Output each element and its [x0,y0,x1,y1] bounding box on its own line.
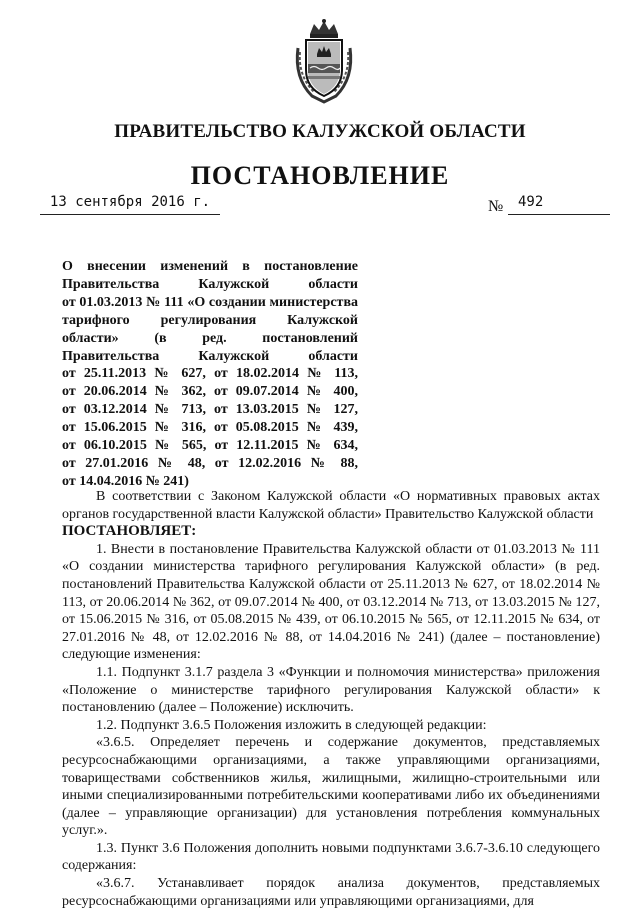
decrees-heading: ПОСТАНОВЛЯЕТ: [62,523,197,540]
document-number: 492 [518,194,544,210]
subject-line: от 20.06.2014 № 362, от 09.07.2014 № 400, [62,384,358,400]
paragraph-1-2: 1.2. Подпункт 3.6.5 Положения изложить в следующей редакции: [96,717,487,733]
subject-line: от 03.12.2014 № 713, от 13.03.2015 № 127, [62,402,358,418]
subject-line: от 27.01.2016 № 48, от 12.02.2016 № 88, [62,455,358,471]
subject-line: области» (в ред. постановлений [62,330,358,346]
subject-line: от 15.06.2015 № 316, от 05.08.2015 № 439, [62,420,358,436]
number-sign: № [488,198,504,215]
subject-line: от 01.03.2013 № 111 «О создании министерства [62,294,358,310]
document-date: 13 сентября 2016 г. [40,194,220,215]
document-type-title: ПОСТАНОВЛЕНИЕ [190,161,450,190]
subject-line: Правительства Калужской области [62,348,358,364]
paragraph-1-1: 1.1. Подпункт 3.1.7 раздела 3 «Функции и полномочия министерства» приложения «Положение о министерстве тарифного регулирования Калужской области» к постановлению (далее – Положение) исключить. [62,664,600,716]
document-number-field [508,194,610,215]
paragraph-1-3: 1.3. Пункт 3.6 Положения дополнить новыми подпунктами 3.6.7-3.6.10 следующего содержания: [62,840,600,874]
document-subject [62,258,358,491]
government-title: ПРАВИТЕЛЬСТВО КАЛУЖСКОЙ ОБЛАСТИ [114,121,526,142]
subject-line: от 25.11.2013 № 627, от 18.02.2014 № 113, [62,366,358,382]
paragraph-1-2-quote: «3.6.5. Определяет перечень и содержание документов, представляемых ресурсоснабжающими организациями, а также управляющими организациями, товариществами собственников жилья, жилищными, жилищно-строительными или иными специализированными потребительскими кооперативами либо их объединениями (далее – управляющие организации) для установления потребления коммунальных услуг.». [62,735,600,839]
preamble-paragraph: В соответствии с Законом Калужской области «О нормативных правовых актах органов государственной власти Калужской области» Правительство Калужской области [62,489,600,522]
subject-line: О внесении изменений в постановление [62,259,358,274]
coat-of-arms-emblem-icon [292,18,356,104]
subject-line: Правительства Калужской области [62,276,358,292]
subject-line: от 06.10.2015 № 565, от 12.11.2015 № 634, [62,438,358,454]
subject-line: от 14.04.2016 № 241) [62,473,189,489]
document-body [62,488,600,910]
paragraph-1: 1. Внести в постановление Правительства Калужской области от 01.03.2013 № 111 «О создании министерства тарифного регулирования Калужской области» (в ред. постановлений Правительства Калужской области от 25.11.2013 № 627, от 18.02.2014 № 113, от 20.06.2014 № 362, от 09.07.2014 № 400, от 03.12.2014 № 713, от 13.03.2015 № 127, от 15.06.2015 № 316, от 05.08.2015 № 439, от 06.10.2015 № 565, от 12.11.2015 № 634, от 27.01.2016 № 48, от 12.02.2016 № 88, от 14.04.2016 № 241) (далее – постановление) следующие изменения: [62,541,600,663]
paragraph-1-3-quote: «3.6.7. Устанавливает порядок анализа документов, представляемых ресурсоснабжающими организациями или управляющими организациями, для [62,876,600,909]
subject-line: тарифного регулирования Калужской [62,312,358,328]
